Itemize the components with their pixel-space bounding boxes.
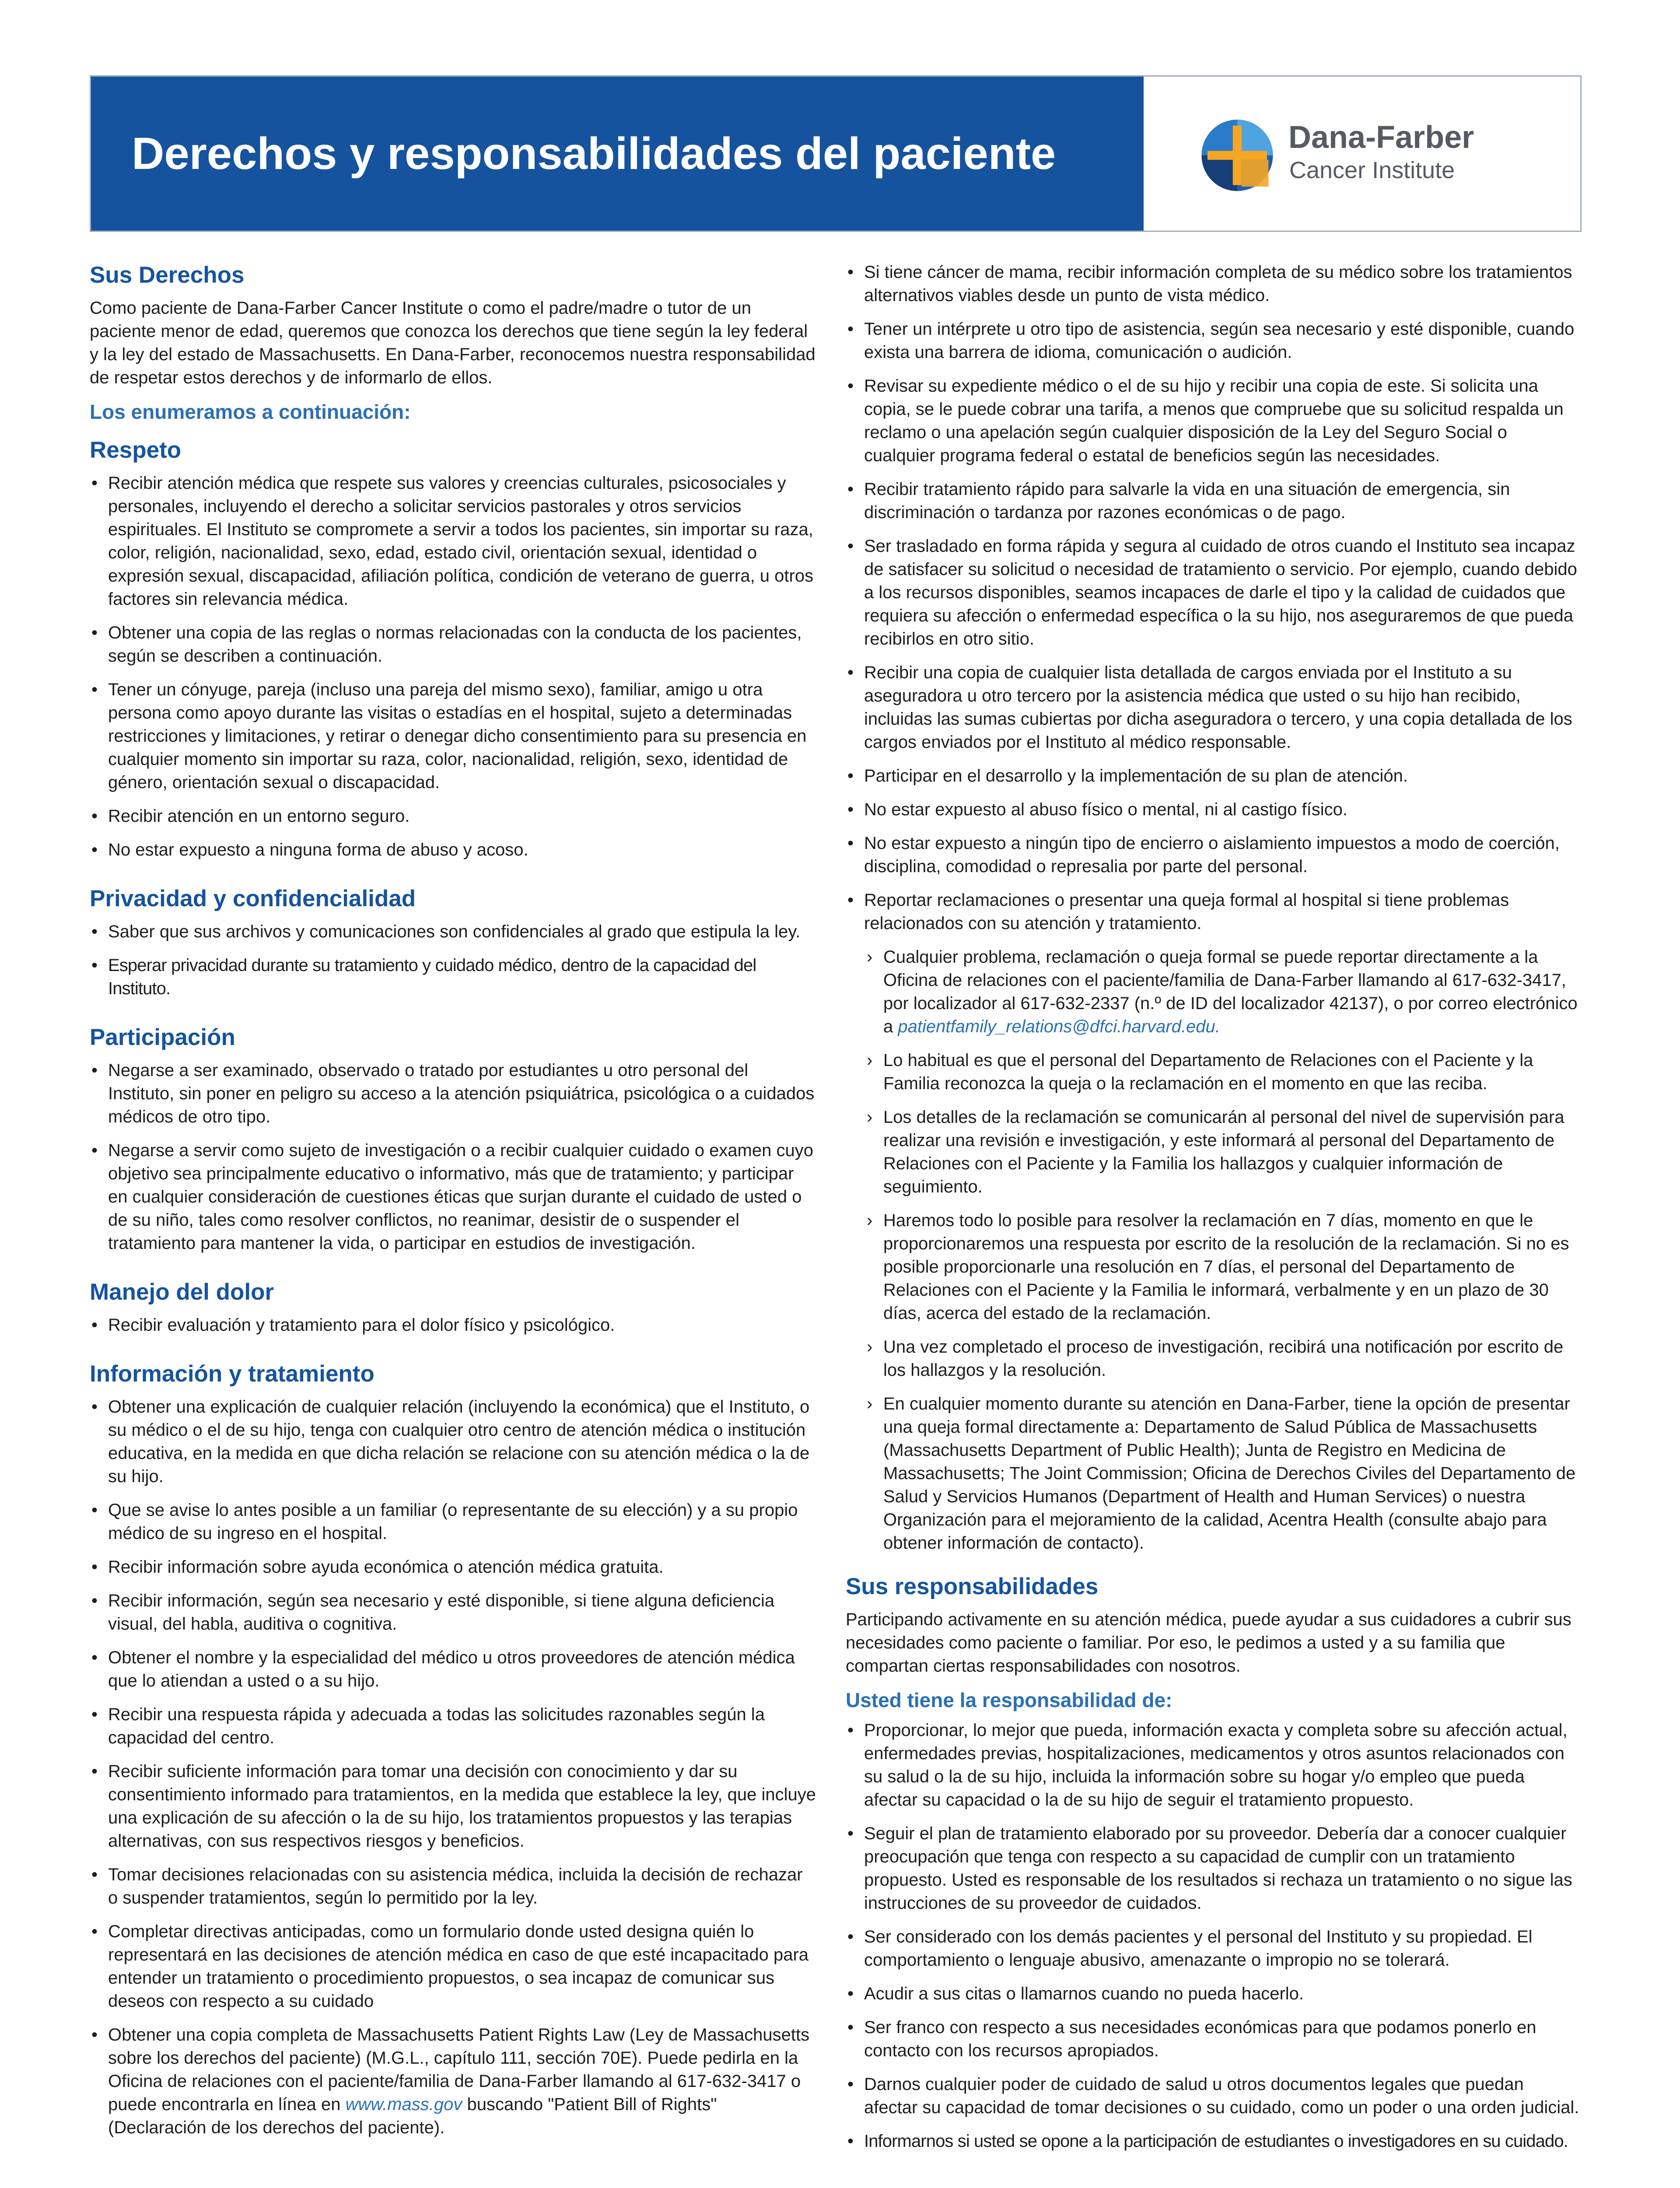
patient-law-text: Obtener una copia completa de Massachusetts Patient Rights Law (Ley de Massachusetts sobre los derechos del paciente) (M.G.L., capítulo 111, sección 70E). Puede pedirla en la Oficina de relaciones con el paciente/familia de Dana-Farber llamando al 617-632-3417 o puede encontrarla en línea en xyxy=(108,2025,810,2114)
list-item: • Obtener el nombre y la especialidad del médico u otros proveedores de atención médica que lo atiendan a usted o a su hijo. xyxy=(90,1646,817,1693)
list-item: • Recibir una respuesta rápida y adecuada a todas las solicitudes razonables según la capacidad del centro. xyxy=(90,1703,817,1750)
privacidad-list xyxy=(90,920,817,1000)
privacidad-title: Privacidad y confidencialidad xyxy=(90,886,416,912)
list-item: • Tomar decisiones relacionadas con su asistencia médica, incluida la decisión de rechazar o suspender tratamientos, según lo permitido por la ley. xyxy=(90,1863,817,1910)
responsibilities-title: Sus responsabilidades xyxy=(846,1574,1099,1599)
respeto-title: Respeto xyxy=(90,437,182,463)
patient-law-text-end: buscando "Patient Bill of Rights" (Declaración de los derechos del paciente). xyxy=(108,2095,717,2137)
list-item: • Recibir tratamiento rápido para salvarle la vida en una situación de emergencia, sin discriminación o tardanza por razones económicas o de pago. xyxy=(846,478,1582,524)
list-item: • Acudir a sus citas o llamarnos cuando no pueda hacerlo. xyxy=(846,1982,1582,2006)
page-title: Derechos y responsabilidades del paciente xyxy=(132,128,1056,179)
list-item: • Obtener una copia de las reglas o normas relacionadas con la conducta de los pacientes, según se describen a continuación. xyxy=(90,621,817,668)
list-item: • Revisar su expediente médico o el de su hijo y recibir una copia de este. Si solicita una copia, se le puede cobrar una tarifa, a menos que compruebe que su solicitud respalda un reclamo o una apelación según cualquier disposición de la Ley del Seguro Social o cualquier programa federal o estatal de beneficios según las necesidades. xyxy=(846,375,1582,467)
sub-list-item: › Una vez completado el proceso de investigación, recibirá una notificación por escrito de los hallazgos y la resolución. xyxy=(864,1336,1582,1382)
list-item: • Recibir atención médica que respete sus valores y creencias culturales, psicosociales y personales, incluyendo el derecho a solicitar servicios pastorales y otros servicios espirituales. El Instituto se compromete a servir a todos los pacientes, sin importar su raza, color, religión, nacionalidad, sexo, edad, estado civil, orientación sexual, identidad o expresión sexual, discapacidad, afiliación política, condición de veterano de guerra, u otros factores sin relevancia médica. xyxy=(90,472,817,611)
sub-list-item: › Lo habitual es que el personal del Departamento de Relaciones con el Paciente y la Familia reconozca la queja o la reclamación en el momento en que las reciba. xyxy=(864,1049,1582,1095)
list-item: • Informarnos si usted se opone a la participación de estudiantes o investigadores en su cuidado. xyxy=(846,2130,1582,2153)
list-item: • Completar directivas anticipadas, como un formulario donde usted designa quién lo representará en las decisiones de atención médica en caso de que esté incapacitado para entender un tratamiento o procedimiento propuestos, o sea incapaz de comunicar sus deseos con respecto a su cuidado xyxy=(90,1920,817,2013)
list-item: • Si tiene cáncer de mama, recibir información completa de su médico sobre los tratamientos alternativos viables desde un punto de vista médico. xyxy=(846,261,1582,307)
list-item: • Que se avise lo antes posible a un familiar (o representante de su elección) y a su propio médico de su ingreso en el hospital. xyxy=(90,1499,817,1545)
list-item: • Obtener una explicación de cualquier relación (incluyendo la económica) que el Instituto, o su médico o el de su hijo, tenga con cualquier otro centro de atención médica o institución educativa, en la medida en que dicha relación se relacione con su atención médica o la de su hijo. xyxy=(90,1396,817,1488)
dolor-list xyxy=(90,1314,817,1337)
responsibilities-list-heading: Usted tiene la responsabilidad de: xyxy=(846,1689,1172,1711)
responsibilities-intro: Participando activamente en su atención médica, puede ayudar a sus cuidadores a cubrir sus necesidades como paciente o familiar. Por eso, le pedimos a usted y a su familia que compartan ciertas responsabilidades con nosotros. xyxy=(846,1610,1572,1676)
left-column xyxy=(90,261,817,2150)
participacion-title: Participación xyxy=(90,1024,235,1050)
dana-farber-logo xyxy=(1200,118,1550,193)
sub-list-item: › Haremos todo lo posible para resolver la reclamación en 7 días, momento en que le proporcionaremos una respuesta por escrito de la resolución de la reclamación. Si no es posible proporcionarle una resolución en 7 días, el personal del Departamento de Relaciones con el Paciente y la Familia le informará, verbalmente y en un plazo de 30 días, acerca del estado de la reclamación. xyxy=(864,1209,1582,1325)
title-band xyxy=(91,77,1144,231)
list-item: • Ser considerado con los demás pacientes y el personal del Instituto y su propiedad. El comportamiento o lenguaje abusivo, amenazante o impropio no se tolerará. xyxy=(846,1925,1582,1972)
list-item: • Negarse a ser examinado, observado o tratado por estudiantes u otro personal del Instituto, sin poner en peligro su acceso a la atención psiquiátrica, psicológica o a cuidados médicos de otro tipo. xyxy=(90,1059,817,1129)
list-item: • Recibir información sobre ayuda económica o atención médica gratuita. xyxy=(90,1556,817,1579)
respeto-list xyxy=(90,472,817,862)
logo-name: Dana-Farber xyxy=(1288,120,1474,155)
section-rights xyxy=(90,261,817,424)
right-column xyxy=(846,261,1582,2163)
patient-relations-email-link[interactable]: patientfamily_relations@dfci.harvard.edu. xyxy=(898,1017,1220,1036)
list-item: • Tener un cónyuge, pareja (incluso una pareja del mismo sexo), familiar, amigo u otra persona como apoyo durante las visitas o estadías en el hospital, sujeto a determinadas restricciones y limitaciones, y retirar o denegar dicho consentimiento para su presencia en cualquier momento sin importar su raza, color, nacionalidad, religión, sexo, identidad de género, orientación sexual o discapacidad. xyxy=(90,678,817,794)
informacion-title: Información y tratamiento xyxy=(90,1361,374,1387)
complaints-sublist xyxy=(846,946,1582,1555)
page-header xyxy=(90,75,1582,232)
list-item: • Ser franco con respecto a sus necesidades económicas para que podamos ponerlo en contacto con los recursos apropiados. xyxy=(846,2016,1582,2062)
list-item: • Saber que sus archivos y comunicaciones son confidenciales al grado que estipula la ley. xyxy=(90,920,817,943)
mass-gov-link[interactable]: www.mass.gov xyxy=(345,2095,462,2114)
list-item: • Reportar reclamaciones o presentar una queja formal al hospital si tiene problemas relacionados con su atención y tratamiento. xyxy=(846,889,1582,935)
list-item: • Recibir suficiente información para tomar una decisión con conocimiento y dar su consentimiento informado para tratamientos, en la medida que establece la ley, que incluye una explicación de su afección o la de su hijo, los tratamientos propuestos y las terapias alternativas, con sus respectivos riesgos y beneficios. xyxy=(90,1760,817,1853)
informacion-list xyxy=(90,1396,817,2139)
rights-list-heading: Los enumeramos a continuación: xyxy=(90,400,411,423)
participacion-list xyxy=(90,1059,817,1255)
logo-subtitle: Cancer Institute xyxy=(1289,157,1455,183)
section-responsibilities xyxy=(846,1572,1582,2153)
sub-list-item: › Los detalles de la reclamación se comunicarán al personal del nivel de supervisión para realizar una revisión e investigación, y este informará al personal del Departamento de Relaciones con el Paciente y la Familia los hallazgos y cualquier información de seguimiento. xyxy=(864,1106,1582,1199)
list-item: • Tener un intérprete u otro tipo de asistencia, según sea necesario y esté disponible, cuando exista una barrera de idioma, comunicación o audición. xyxy=(846,318,1582,364)
list-item xyxy=(90,2023,817,2139)
list-item: • Recibir una copia de cualquier lista detallada de cargos enviada por el Instituto a su aseguradora u otro tercero por la asistencia médica que usted o su hijo han recibido, incluidas las sumas cubiertas por dicha aseguradora o tercero, y una copia detallada de los cargos enviados por el Instituto al médico responsable. xyxy=(846,661,1582,754)
rights-intro: Como paciente de Dana-Farber Cancer Institute o como el padre/madre o tutor de un paciente menor de edad, queremos que conozca los derechos que tiene según la ley federal y la ley del estado de Massachusetts. En Dana-Farber, reconocemos nuestra responsabilidad de respetar estos derechos y de informarlo de ellos. xyxy=(90,298,816,387)
list-item: • No estar expuesto a ninguna forma de abuso y acoso. xyxy=(90,838,817,862)
sub-list-item: › En cualquier momento durante su atención en Dana-Farber, tiene la opción de presentar una queja formal directamente a: Departamento de Salud Pública de Massachusetts (Massachusetts Department of Public Health); Junta de Registro en Medicina de Massachusetts; The Joint Commission; Oficina de Derechos Civiles del Departamento de Salud y Servicios Humanos (Department of Health and Human Services) o nuestra Organización para el mejoramiento de la calidad, Acentra Health (consulte abajo para obtener información de contacto). xyxy=(864,1392,1582,1555)
rights-continued-list xyxy=(846,261,1582,935)
list-item: • Ser trasladado en forma rápida y segura al cuidado de otros cuando el Instituto sea incapaz de satisfacer su solicitud o necesidad de tratamiento o servicio. Por ejemplo, cuando debido a los recursos disponibles, seamos incapaces de darle el tipo y la calidad de cuidados que requiera su afección o enfermedad específica o la su hijo, nos aseguraremos de que pueda recibirlos en otro sitio. xyxy=(846,535,1582,651)
logo-mark-icon xyxy=(1200,118,1274,193)
section-privacidad xyxy=(90,884,817,1000)
section-informacion xyxy=(90,1360,817,2139)
complaint-contact-text: Cualquier problema, reclamación o queja formal se puede reportar directamente a la Oficina de relaciones con el paciente/familia de Dana-Farber llamando al 617-632-3417, por localizador al 617-632-2337 (n.º de ID del localizador 42137), o por correo electrónico a xyxy=(883,947,1578,1036)
section-respeto xyxy=(90,436,817,862)
list-item: • Darnos cualquier poder de cuidado de salud u otros documentos legales que puedan afectar su capacidad de tomar decisiones o su cuidado, como un poder o una orden judicial. xyxy=(846,2073,1582,2119)
list-item: • Esperar privacidad durante su tratamiento y cuidado médico, dentro de la capacidad del Instituto. xyxy=(90,954,817,1000)
list-item: • Negarse a servir como sujeto de investigación o a recibir cualquier cuidado o examen cuyo objetivo sea principalmente educativo o informativo, más que de tratamiento; y participar en cualquier consideración de cuestiones éticas que surjan durante el cuidado de usted o de su niño, tales como resolver conflictos, no reanimar, desistir de o suspender el tratamiento para mantener la vida, o participar en estudios de investigación. xyxy=(90,1139,817,1255)
list-item: • Proporcionar, lo mejor que pueda, información exacta y completa sobre su afección actual, enfermedades previas, hospitalizaciones, medicamentos y otros asuntos relacionados con su salud o la de su hijo, incluida la información sobre su hogar y/o empleo que pueda afectar su capacidad o la de su hijo de seguir el tratamiento propuesto. xyxy=(846,1719,1582,1812)
section-participacion xyxy=(90,1023,817,1255)
list-item: • Seguir el plan de tratamiento elaborado por su proveedor. Debería dar a conocer cualquier preocupación que tenga con respecto a su capacidad de cumplir con un tratamiento propuesto. Usted es responsable de los resultados si rechaza un tratamiento o no sigue las instrucciones de su proveedor de cuidados. xyxy=(846,1822,1582,1915)
section-dolor xyxy=(90,1278,817,1337)
list-item: • Recibir información, según sea necesario y esté disponible, si tiene alguna deficiencia visual, del habla, auditiva o cognitiva. xyxy=(90,1589,817,1636)
list-item: • Recibir evaluación y tratamiento para el dolor físico y psicológico. xyxy=(90,1314,817,1337)
rights-title: Sus Derechos xyxy=(90,262,245,288)
list-item: • Recibir atención en un entorno seguro. xyxy=(90,805,817,828)
sub-list-item xyxy=(864,946,1582,1038)
responsibilities-list xyxy=(846,1719,1582,2153)
list-item: • No estar expuesto al abuso físico o mental, ni al castigo físico. xyxy=(846,798,1582,821)
list-item: • Participar en el desarrollo y la implementación de su plan de atención. xyxy=(846,764,1582,788)
dolor-title: Manejo del dolor xyxy=(90,1279,274,1305)
list-item: • No estar expuesto a ningún tipo de encierro o aislamiento impuestos a modo de coerción, disciplina, comodidad o represalia por parte del personal. xyxy=(846,832,1582,878)
